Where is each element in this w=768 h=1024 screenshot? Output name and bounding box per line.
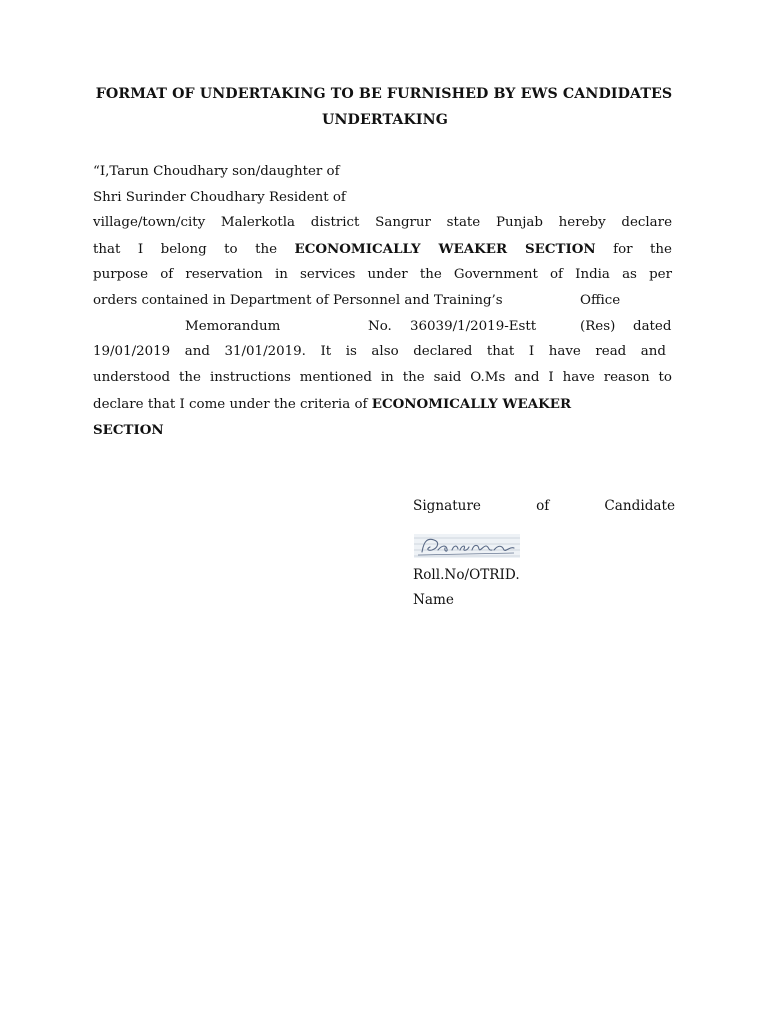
document-title: FORMAT OF UNDERTAKING TO BE FURNISHED BY EWS CANDIDATES [95, 86, 673, 102]
body-line: Shri Surinder Choudhary Resident of [93, 190, 346, 205]
handwritten-signature-image [414, 530, 520, 560]
roll-number-label: Roll.No/OTRID. [413, 567, 520, 583]
body-line: “I,Tarun Choudhary son/daughter of [93, 164, 340, 179]
body-text: (Res) [580, 319, 616, 334]
body-text: declare that I come under the criteria of [93, 397, 368, 412]
body-line: village/town/city Malerkotla district Sangrur state Punjab hereby declare [93, 215, 672, 230]
signature-label-word: Candidate [604, 498, 676, 514]
emphasis-text: ECONOMICALLY WEAKER SECTION [294, 241, 596, 257]
body-text: Memorandum [185, 319, 281, 334]
body-line [93, 240, 672, 259]
name-label: Name [413, 592, 454, 608]
body-text: 36039/1/2019-Estt [410, 319, 537, 334]
body-text: Office [580, 293, 621, 308]
emphasis-text: ECONOMICALLY WEAKER [371, 396, 572, 412]
document-subtitle: UNDERTAKING [322, 112, 448, 128]
body-text: No. [368, 319, 392, 334]
signature-label-word: Signature [413, 498, 481, 514]
signature-label-word: of [536, 498, 550, 514]
body-text: dated [633, 319, 672, 334]
body-line: understood the instructions mentioned in the said O.Ms and I have reason to [93, 370, 672, 385]
body-text: that I belong to the [93, 242, 278, 257]
body-text: orders contained in Department of Personnel and Training’s [93, 293, 503, 308]
body-text: for the [613, 242, 672, 257]
body-line: SECTION [93, 422, 164, 438]
signature-label [413, 497, 675, 515]
body-line: 19/01/2019 and 31/01/2019. It is also declared that I have read and [93, 344, 666, 359]
body-line: purpose of reservation in services under the Government of India as per [93, 267, 672, 282]
body-line [93, 395, 571, 414]
